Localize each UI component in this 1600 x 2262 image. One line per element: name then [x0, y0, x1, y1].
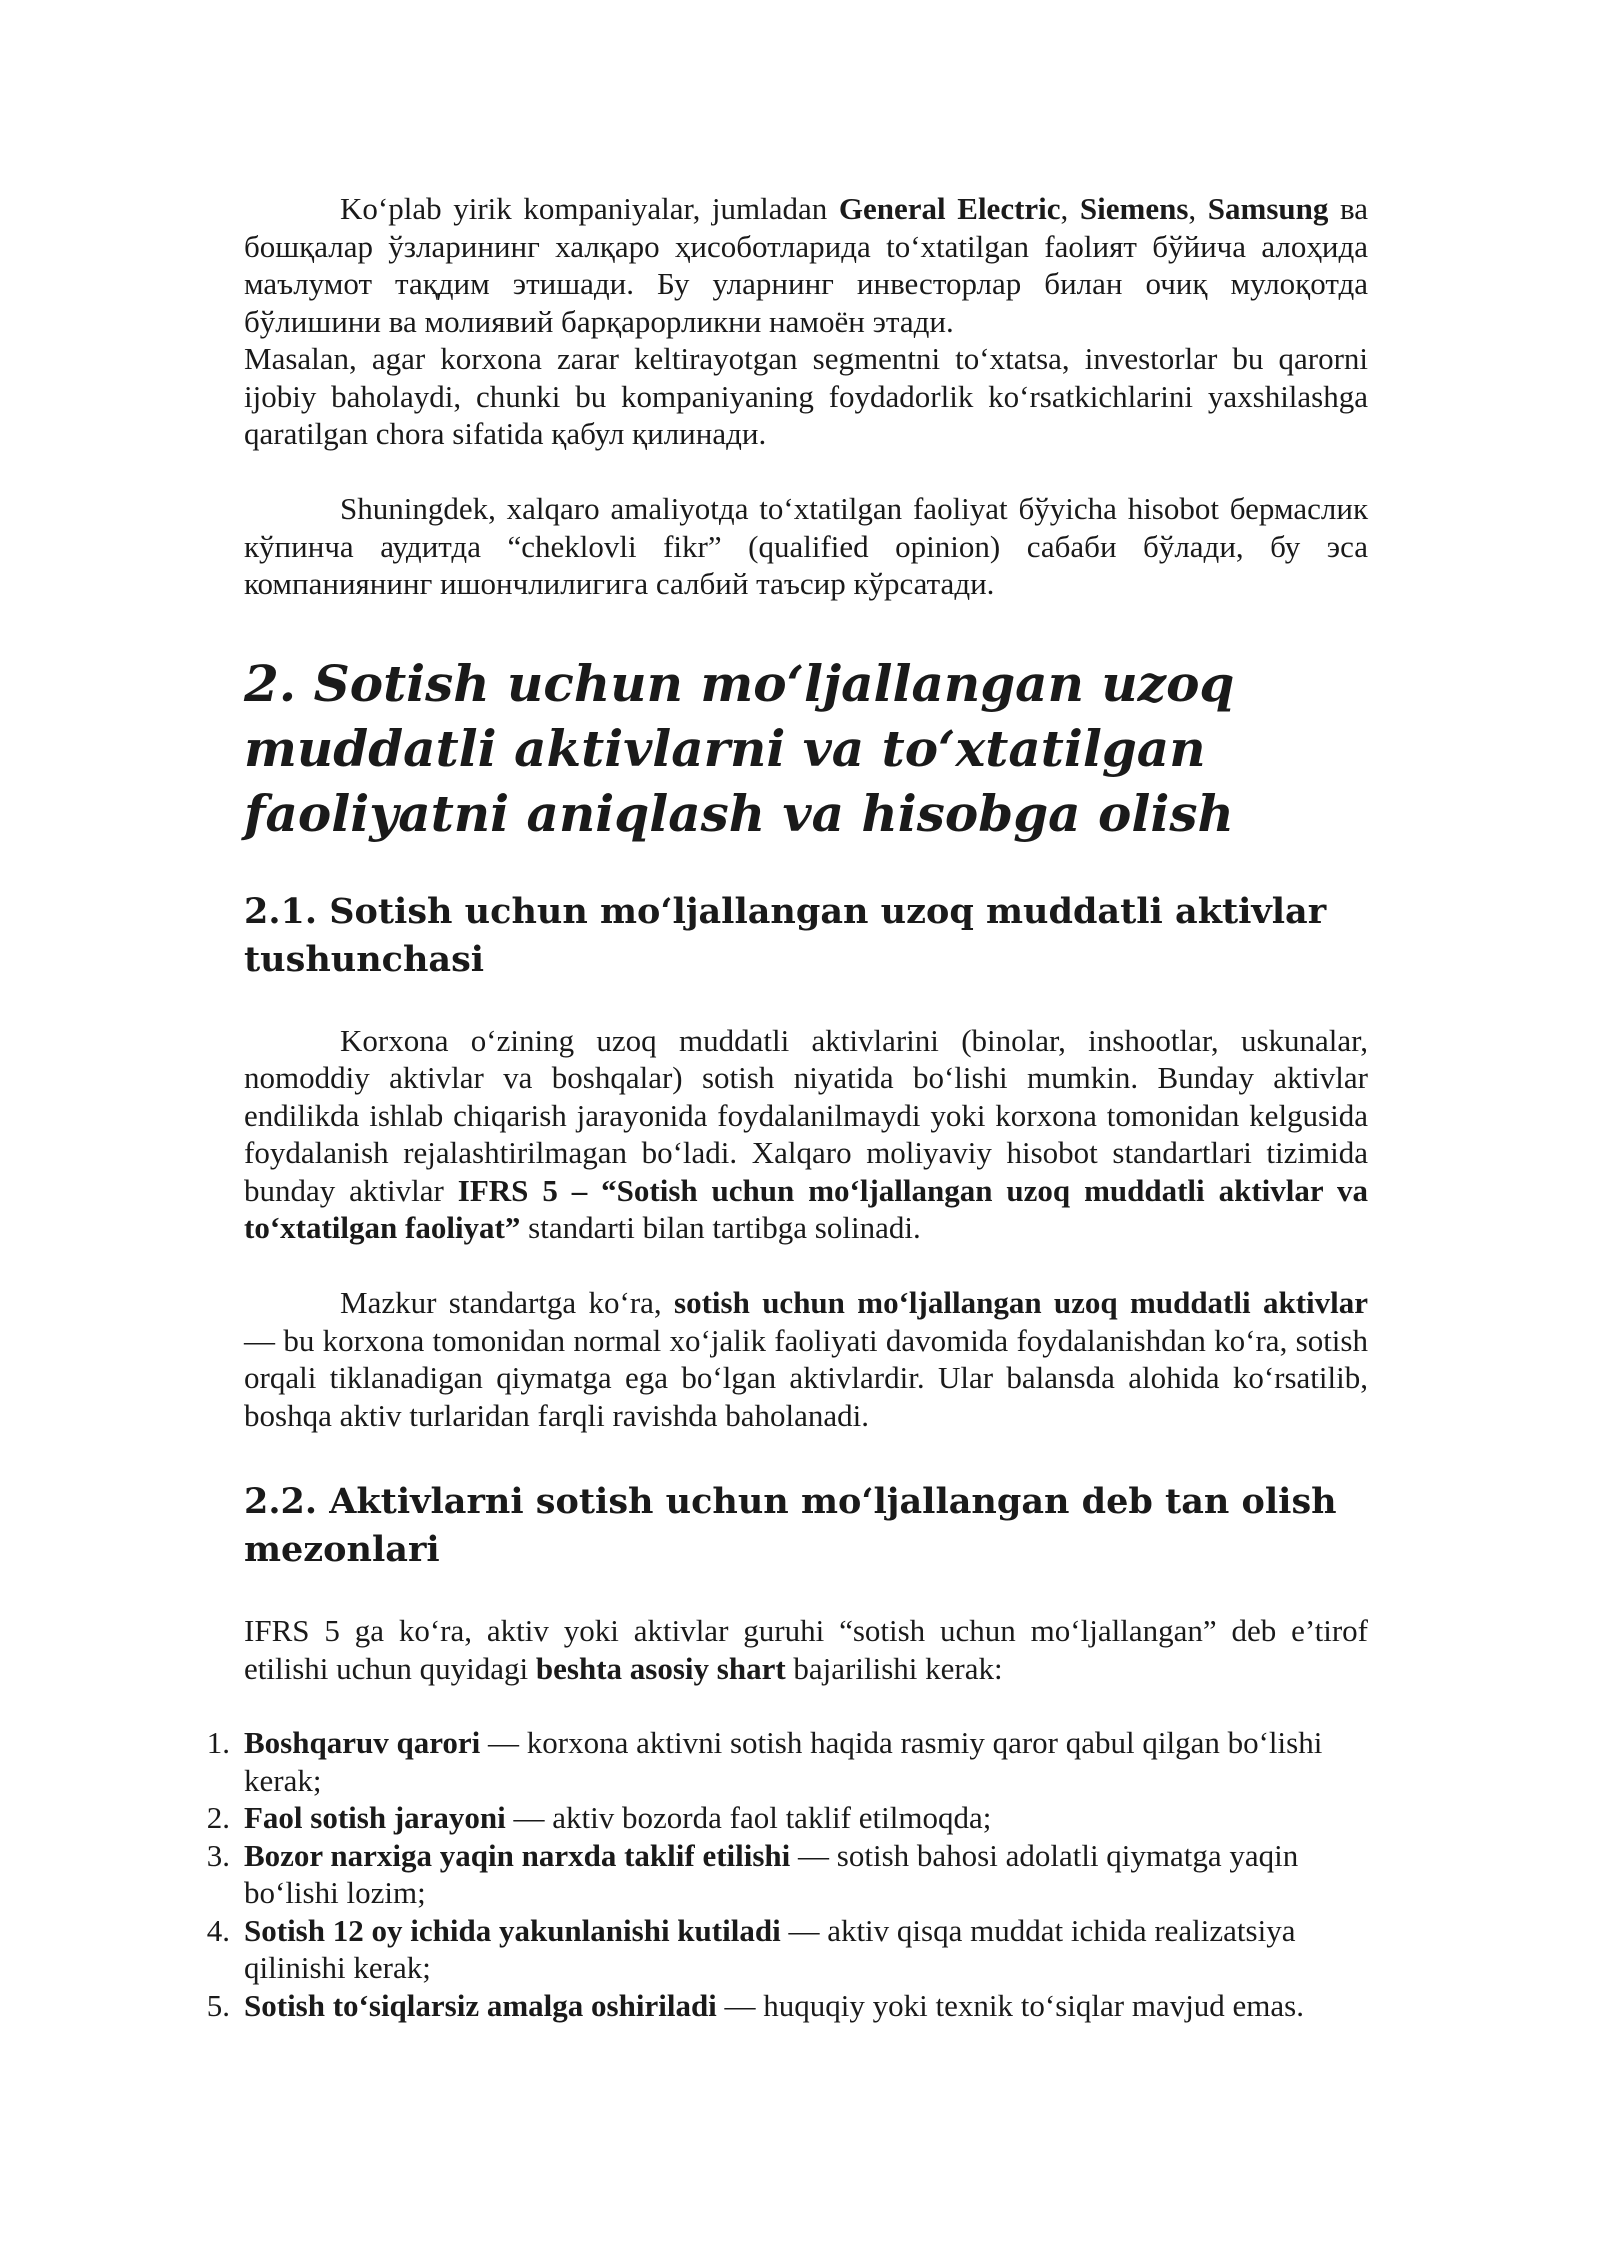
text-run: bajarilishi kerak: — [785, 1650, 1003, 1686]
text-run: IFRS 5 ga ko‘ra, aktiv yoki aktivlar guruhi “sotish uchun mo‘ljallangan” deb e’tirof etilishi uchun quyidagi — [244, 1613, 1368, 1686]
text-run: standarti bilan tartibga solinadi. — [520, 1210, 921, 1245]
bold-ifrs5-title: IFRS 5 – “Sotish uchun mo‘ljallangan uzoq muddatli aktivlar va to‘xtatilgan faoliyat” — [244, 1172, 1368, 1245]
bold-term: sotish uchun mo‘ljallangan uzoq muddatli aktivlar — [674, 1285, 1369, 1320]
text-run: — bu korxona tomonidan normal xo‘jalik faoliyati davomida foydalanishdan ko‘ra, sotish orqali tiklanadigan qiymatga ega bo‘lgan aktivlardir. Ular balansda alohida ko‘rsatilib, boshqa aktiv turlaridan farqli ravishda baholanadi. — [244, 1322, 1368, 1433]
paragraph-definition — [244, 1022, 1368, 1247]
list-number: 2. — [206, 1800, 230, 1835]
bold-five-conditions: beshta asosiy shart — [535, 1650, 786, 1686]
bold-company-ge: General Electric — [838, 191, 1061, 226]
list-item-title: Bozor narxiga yaqin narxda taklif etilishi — [244, 1837, 791, 1873]
bold-company-samsung: Samsung — [1207, 191, 1329, 226]
list-number: 3. — [206, 1837, 230, 1873]
list-item — [206, 1912, 1368, 1987]
section-heading-2-2: 2.2. Aktivlarni sotish uchun mo‘ljallangan deb tan olish mezonlari — [244, 1481, 1337, 1570]
paragraph-example: Masalan, agar korxona zarar keltirayotgan segmentni to‘xtatsa, investorlar bu qarorni ijobiy baholaydi, chunki bu kompaniyaning foydadorlik ko‘rsatkichlarini yaxshilashga qaratilgan chora sifatida қабул қилинади. — [244, 341, 1368, 451]
paragraph-standard — [244, 1284, 1368, 1434]
list-item — [206, 1837, 1368, 1912]
list-item-title: Faol sotish jarayoni — [244, 1800, 506, 1835]
paragraph-companies — [244, 190, 1368, 340]
text-run: , — [1188, 191, 1208, 226]
list-item-title: Boshqaruv qarori — [244, 1725, 481, 1760]
list-item-text: — aktiv bozorda faol taklif etilmoqda; — [505, 1800, 992, 1835]
list-item-text: — korxona aktivni sotish haqida rasmiy qaror qabul qilgan bo‘lishi kerak; — [244, 1725, 1323, 1798]
spacer — [244, 1247, 1368, 1285]
list-number: 1. — [206, 1725, 230, 1760]
list-item-text: — aktiv qisqa muddat ichida realizatsiya qilinishi kerak; — [244, 1912, 1296, 1985]
list-item — [206, 1799, 1368, 1837]
list-item-text: — huquqiy yoki texnik to‘siqlar mavjud emas. — [716, 1987, 1304, 2023]
text-run: Ko‘plab yirik kompaniyalar, jumladan — [340, 191, 839, 226]
text-run: Mazkur standartga ko‘ra, — [340, 1285, 675, 1320]
text-run: Korxona o‘zining uzoq muddatli aktivlarini (binolar, inshootlar, uskunalar, nomoddiy aktivlar va boshqalar) sotish niyatida bo‘lishi mumkin. Bunday aktivlar endilikda ishlab chiqarish jarayonida foydalanilmaydi yoki korxona tomonidan kelgusida foydalanish rejalashtirilmagan bo‘ladi. Xalqaro moliyaviy hisobot standartlari tizimida bunday aktivlar — [244, 1022, 1368, 1208]
list-item — [206, 1987, 1368, 2025]
page-content — [206, 190, 1369, 2024]
bold-company-siemens: Siemens — [1079, 191, 1189, 226]
list-number: 5. — [206, 1987, 230, 2023]
list-item-text: — sotish bahosi adolatli qiymatga yaqin bo‘lishi lozim; — [244, 1837, 1299, 1910]
list-item-title: Sotish 12 oy ichida yakunlanishi kutiladi — [244, 1912, 781, 1948]
paragraph-conditions-intro — [244, 1612, 1368, 1687]
list-item-title: Sotish to‘siqlarsiz amalga oshiriladi — [244, 1987, 717, 2023]
section-heading-2-1: 2.1. Sotish uchun mo‘ljallangan uzoq muddatli aktivlar tushunchasi — [244, 890, 1327, 980]
text-run: , — [1060, 191, 1080, 226]
spacer — [244, 453, 1368, 491]
conditions-list — [206, 1724, 1368, 2024]
list-item — [206, 1724, 1368, 1799]
chapter-heading: 2. Sotish uchun mo‘ljallangan uzoq muddatli aktivlarni va to‘xtatilgan faoliyatni aniqlash va hisobga olish — [244, 653, 1235, 843]
list-number: 4. — [206, 1912, 230, 1948]
paragraph-audit: Shuningdek, xalqaro amaliyotда to‘xtatilgan faoliyat бўyicha hisobot бермаслик кўпинча аудитда “cheklovli fikr” (qualified opinion) сабаби бўлади, бу эса компаниянинг ишончлилигига салбий таъсир кўрсатади. — [244, 491, 1368, 601]
text-run: ва бошқалар ўзларининг халқаро ҳисоботларида to‘xtatilgan faolият бўйича алоҳида маълумот тақдим этишади. Бу уларнинг инвесторлар билан очиқ мулоқотда бўлишини ва молиявий барқарорликни намоён этади. — [244, 191, 1368, 339]
